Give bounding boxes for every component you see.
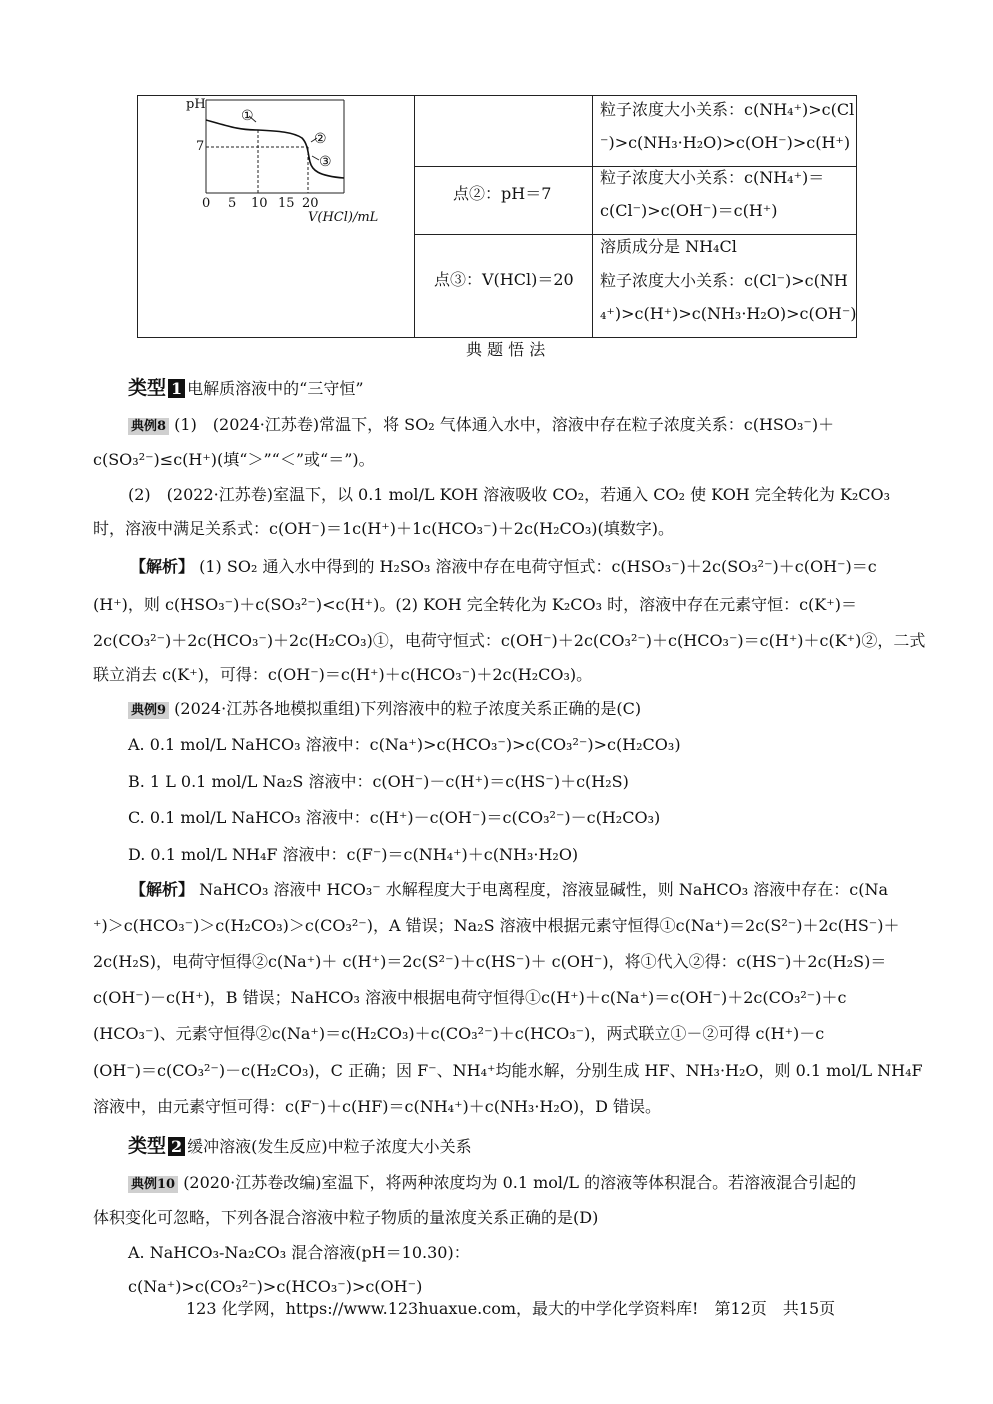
ex8-line2: c(SO₃²⁻)≤c(H⁺)(填“＞”“＜”或“＝”)。 [93, 450, 375, 469]
ex10-tag: 典例10 [128, 1176, 178, 1193]
ex9-option-c: C. 0.1 mol/L NaHCO₃ 溶液中：c(H⁺)－c(OH⁻)＝c(CO₃²⁻)－c(H₂CO₃) [128, 808, 661, 827]
type2-heading [128, 1131, 472, 1158]
ex8-line4: 时，溶液中满足关系式：c(OH⁻)＝1c(H⁺)＋1c(HCO₃⁻)＋2c(H₂CO₃)(填数字)。 [93, 519, 675, 538]
ex9-answer-line3: 2c(H₂S)，电荷守恒得②c(Na⁺)＋ c(H⁺)＝2c(S²⁻)＋c(HS⁻)＋ c(OH⁻)，将①代入②得：c(HS⁻)＋2c(H₂S)＝ [93, 952, 887, 971]
ex8-tag: 典例8 [128, 418, 169, 435]
row3-line2: 粒子浓度大小关系：c(Cl⁻)>c(NH [600, 271, 848, 290]
type1-title: 电解质溶液中的“三守恒” [187, 379, 364, 398]
section-title: 典 题 悟 法 [466, 340, 546, 359]
graph-mark-3: ③ [319, 154, 332, 170]
ex8-line3: (2) (2022·江苏卷)室温下，以 0.1 mol/L KOH 溶液吸收 CO₂，若通入 CO₂ 使 KOH 完全转化为 K₂CO₃ [128, 485, 891, 504]
type1-heading [128, 373, 364, 400]
ex9-answer-line4: c(OH⁻)－c(H⁺)，B 错误；NaHCO₃ 溶液中根据电荷守恒得①c(H⁺)＋c(Na⁺)＝c(OH⁻)＋2c(CO₃²⁻)＋c [93, 988, 847, 1007]
ex8-answer-label: 【解析】 [130, 557, 195, 576]
row2-line2: c(Cl⁻)>c(OH⁻)＝c(H⁺) [600, 201, 778, 220]
ex8-text1: (1) (2024·江苏卷)常温下，将 SO₂ 气体通入水中，溶液中存在粒子浓度关系：c(HSO₃⁻)＋ [174, 415, 835, 434]
row3-line3: ₄⁺)>c(H⁺)>c(NH₃·H₂O)>c(OH⁻) [600, 304, 857, 323]
ex9-answer-line1 [130, 879, 888, 901]
ex8-answer-line1 [130, 556, 877, 578]
graph-mark-2: ② [314, 131, 327, 147]
graph-xtick: 0 [202, 196, 211, 211]
graph-xlabel: V(HCl)/mL [308, 210, 379, 225]
ex9-question [128, 698, 641, 720]
page-footer: 123 化学网，https://www.123huaxue.com，最大的中学化学资料库! 第12页 共15页 [186, 1299, 836, 1318]
ex8-answer-line3: 2c(CO₃²⁻)＋2c(HCO₃⁻)＋2c(H₂CO₃)①，电荷守恒式：c(OH⁻)＋2c(CO₃²⁻)＋c(HCO₃⁻)＝c(H⁺)＋c(K⁺)②，二式 [93, 631, 926, 650]
ex10-line1 [128, 1172, 856, 1194]
graph-xtick: 5 [228, 196, 237, 211]
graph-xtick: 20 [302, 196, 319, 211]
graph-ylabel: pH [186, 97, 206, 112]
row3-point: 点③：V(HCl)＝20 [434, 270, 574, 289]
ex9-option-d: D. 0.1 mol/L NH₄F 溶液中：c(F⁻)＝c(NH₄⁺)＋c(NH₃·H₂O) [128, 845, 579, 864]
graph-xtick: 15 [278, 196, 295, 211]
row1-line2: ⁻)>c(NH₃·H₂O)>c(OH⁻)>c(H⁺) [600, 133, 851, 152]
ex9-option-a: A. 0.1 mol/L NaHCO₃ 溶液中：c(Na⁺)>c(HCO₃⁻)>c(CO₃²⁻)>c(H₂CO₃) [128, 735, 681, 754]
graph-y7: 7 [196, 139, 205, 154]
info-table [137, 95, 857, 338]
ex9-answer-line6: (OH⁻)＝c(CO₃²⁻)－c(H₂CO₃)，C 正确；因 F⁻、NH₄⁺均能水解，分别生成 HF、NH₃·H₂O，则 0.1 mol/L NH₄F [93, 1061, 923, 1080]
row2-point: 点②：pH＝7 [453, 184, 552, 203]
ex9-option-b: B. 1 L 0.1 mol/L Na₂S 溶液中：c(OH⁻)－c(H⁺)＝c(HS⁻)＋c(H₂S) [128, 772, 629, 791]
ex9-answer-line7: 溶液中，由元素守恒可得：c(F⁻)＋c(HF)＝c(NH₄⁺)＋c(NH₃·H₂O)，D 错误。 [93, 1097, 662, 1116]
graph-xtick: 10 [251, 196, 268, 211]
type1-num: 1 [168, 379, 185, 398]
row2-line1: 粒子浓度大小关系：c(NH₄⁺)＝ [600, 168, 825, 187]
ex9-answer-label: 【解析】 [130, 880, 195, 899]
ex10-option-a-line2: c(Na⁺)>c(CO₃²⁻)>c(HCO₃⁻)>c(OH⁻) [128, 1277, 423, 1296]
ex10-text1: (2020·江苏卷改编)室温下，将两种浓度均为 0.1 mol/L 的溶液等体积混合。若溶液混合引起的 [183, 1173, 857, 1192]
ex10-option-a: A. NaHCO₃-Na₂CO₃ 混合溶液(pH＝10.30)： [128, 1243, 470, 1262]
ex10-line2: 体积变化可忽略，下列各混合溶液中粒子物质的量浓度关系正确的是(D) [93, 1208, 599, 1227]
row3-line1: 溶质成分是 NH₄Cl [600, 237, 737, 256]
ex8-answer-line2: (H⁺)，则 c(HSO₃⁻)＋c(SO₃²⁻)<c(H⁺)。(2) KOH 完全转化为 K₂CO₃ 时，溶液中存在元素守恒：c(K⁺)＝ [93, 595, 857, 614]
graph-mark-1: ① [241, 108, 254, 124]
ex9-answer-line2: ⁺)＞c(HCO₃⁻)＞c(H₂CO₃)＞c(CO₃²⁻)，A 错误；Na₂S 溶液中根据元素守恒得①c(Na⁺)＝2c(S²⁻)＋2c(HS⁻)＋ [93, 916, 900, 935]
type2-num: 2 [168, 1137, 185, 1156]
ex9-answer-line5: (HCO₃⁻)、元素守恒得②c(Na⁺)＝c(H₂CO₃)＋c(CO₃²⁻)＋c(HCO₃⁻)，两式联立①－②可得 c(H⁺)－c [93, 1024, 825, 1043]
ex8-a1: (1) SO₂ 通入水中得到的 H₂SO₃ 溶液中存在电荷守恒式：c(HSO₃⁻)＋2c(SO₃²⁻)＋c(OH⁻)＝c [199, 557, 877, 576]
ex9-a1: NaHCO₃ 溶液中 HCO₃⁻ 水解程度大于电离程度，溶液显碱性，则 NaHCO₃ 溶液中存在：c(Na [199, 880, 888, 899]
ex9-q: (2024·江苏各地模拟重组)下列溶液中的粒子浓度关系正确的是(C) [174, 699, 642, 718]
row1-line1: 粒子浓度大小关系：c(NH₄⁺)>c(Cl [600, 100, 855, 119]
type2-title: 缓冲溶液(发生反应)中粒子浓度大小关系 [187, 1137, 472, 1156]
ex8-line1 [128, 414, 834, 436]
type2-label: 类型 [128, 1135, 167, 1157]
ex9-tag: 典例9 [128, 702, 169, 719]
ex8-answer-line4: 联立消去 c(K⁺)，可得：c(OH⁻)＝c(H⁺)＋c(HCO₃⁻)＋2c(H₂CO₃)。 [93, 665, 593, 684]
type1-label: 类型 [128, 377, 167, 399]
